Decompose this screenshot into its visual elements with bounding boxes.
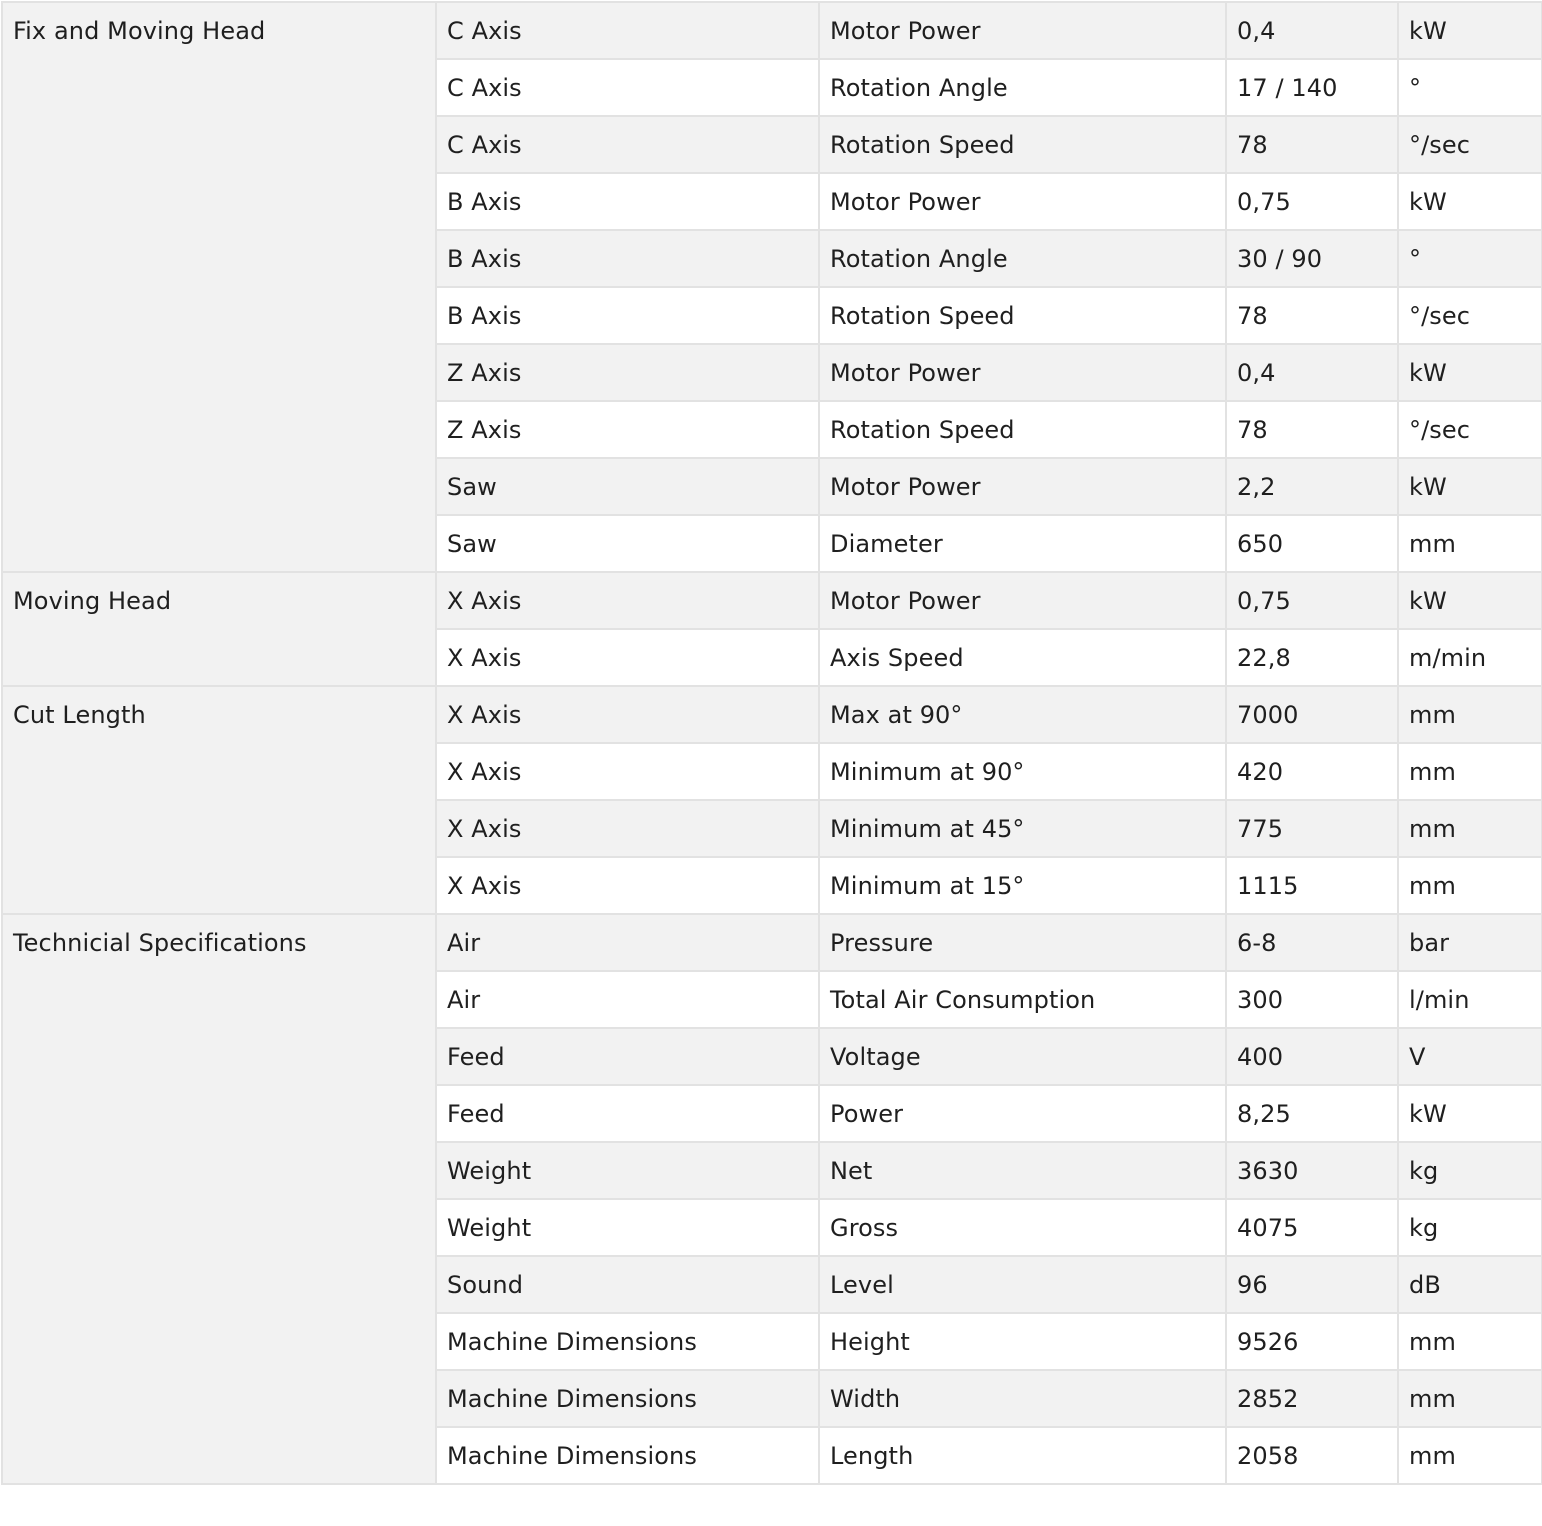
component-cell: Z Axis	[436, 401, 819, 458]
property-cell: Motor Power	[819, 344, 1226, 401]
group-label: Cut Length	[2, 686, 436, 914]
unit-cell: bar	[1398, 914, 1542, 971]
value-cell: 0,4	[1226, 344, 1398, 401]
value-cell: 2852	[1226, 1370, 1398, 1427]
unit-cell: °	[1398, 230, 1542, 287]
component-cell: X Axis	[436, 743, 819, 800]
value-cell: 17 / 140	[1226, 59, 1398, 116]
property-cell: Motor Power	[819, 2, 1226, 59]
property-cell: Motor Power	[819, 572, 1226, 629]
unit-cell: mm	[1398, 686, 1542, 743]
component-cell: Weight	[436, 1199, 819, 1256]
unit-cell: kW	[1398, 344, 1542, 401]
component-cell: B Axis	[436, 287, 819, 344]
unit-cell: mm	[1398, 743, 1542, 800]
value-cell: 7000	[1226, 686, 1398, 743]
property-cell: Rotation Speed	[819, 401, 1226, 458]
property-cell: Rotation Angle	[819, 230, 1226, 287]
unit-cell: kg	[1398, 1142, 1542, 1199]
unit-cell: °/sec	[1398, 287, 1542, 344]
table-row	[2, 572, 1542, 629]
component-cell: Weight	[436, 1142, 819, 1199]
value-cell: 78	[1226, 401, 1398, 458]
component-cell: Feed	[436, 1028, 819, 1085]
value-cell: 420	[1226, 743, 1398, 800]
value-cell: 78	[1226, 287, 1398, 344]
unit-cell: mm	[1398, 1370, 1542, 1427]
component-cell: Machine Dimensions	[436, 1370, 819, 1427]
component-cell: B Axis	[436, 230, 819, 287]
value-cell: 775	[1226, 800, 1398, 857]
unit-cell: kW	[1398, 2, 1542, 59]
component-cell: B Axis	[436, 173, 819, 230]
property-cell: Rotation Speed	[819, 116, 1226, 173]
component-cell: C Axis	[436, 116, 819, 173]
unit-cell: °/sec	[1398, 401, 1542, 458]
group-label: Technicial Specifications	[2, 914, 436, 1484]
unit-cell: mm	[1398, 800, 1542, 857]
unit-cell: mm	[1398, 1427, 1542, 1484]
component-cell: X Axis	[436, 686, 819, 743]
component-cell: Feed	[436, 1085, 819, 1142]
property-cell: Power	[819, 1085, 1226, 1142]
spec-table	[1, 1, 1542, 1485]
component-cell: X Axis	[436, 629, 819, 686]
component-cell: C Axis	[436, 2, 819, 59]
property-cell: Net	[819, 1142, 1226, 1199]
table-row	[2, 686, 1542, 743]
group-label: Moving Head	[2, 572, 436, 686]
property-cell: Motor Power	[819, 458, 1226, 515]
table-row	[2, 914, 1542, 971]
value-cell: 3630	[1226, 1142, 1398, 1199]
component-cell: Air	[436, 914, 819, 971]
unit-cell: l/min	[1398, 971, 1542, 1028]
component-cell: X Axis	[436, 572, 819, 629]
group-label: Fix and Moving Head	[2, 2, 436, 572]
value-cell: 22,8	[1226, 629, 1398, 686]
unit-cell: mm	[1398, 857, 1542, 914]
unit-cell: mm	[1398, 1313, 1542, 1370]
property-cell: Length	[819, 1427, 1226, 1484]
component-cell: Saw	[436, 458, 819, 515]
spec-table-body	[2, 2, 1542, 1484]
value-cell: 0,75	[1226, 173, 1398, 230]
component-cell: X Axis	[436, 800, 819, 857]
component-cell: Machine Dimensions	[436, 1427, 819, 1484]
property-cell: Rotation Speed	[819, 287, 1226, 344]
component-cell: X Axis	[436, 857, 819, 914]
property-cell: Minimum at 45°	[819, 800, 1226, 857]
unit-cell: m/min	[1398, 629, 1542, 686]
unit-cell: °/sec	[1398, 116, 1542, 173]
table-row	[2, 2, 1542, 59]
component-cell: Z Axis	[436, 344, 819, 401]
unit-cell: kg	[1398, 1199, 1542, 1256]
value-cell: 96	[1226, 1256, 1398, 1313]
unit-cell: °	[1398, 59, 1542, 116]
value-cell: 6-8	[1226, 914, 1398, 971]
property-cell: Gross	[819, 1199, 1226, 1256]
value-cell: 2,2	[1226, 458, 1398, 515]
property-cell: Rotation Angle	[819, 59, 1226, 116]
property-cell: Minimum at 15°	[819, 857, 1226, 914]
property-cell: Level	[819, 1256, 1226, 1313]
unit-cell: kW	[1398, 1085, 1542, 1142]
component-cell: Machine Dimensions	[436, 1313, 819, 1370]
property-cell: Voltage	[819, 1028, 1226, 1085]
component-cell: C Axis	[436, 59, 819, 116]
component-cell: Air	[436, 971, 819, 1028]
value-cell: 1115	[1226, 857, 1398, 914]
value-cell: 2058	[1226, 1427, 1398, 1484]
value-cell: 4075	[1226, 1199, 1398, 1256]
value-cell: 0,4	[1226, 2, 1398, 59]
property-cell: Total Air Consumption	[819, 971, 1226, 1028]
value-cell: 9526	[1226, 1313, 1398, 1370]
value-cell: 78	[1226, 116, 1398, 173]
unit-cell: dB	[1398, 1256, 1542, 1313]
value-cell: 300	[1226, 971, 1398, 1028]
component-cell: Sound	[436, 1256, 819, 1313]
value-cell: 650	[1226, 515, 1398, 572]
property-cell: Axis Speed	[819, 629, 1226, 686]
unit-cell: mm	[1398, 515, 1542, 572]
unit-cell: kW	[1398, 572, 1542, 629]
property-cell: Diameter	[819, 515, 1226, 572]
component-cell: Saw	[436, 515, 819, 572]
property-cell: Max at 90°	[819, 686, 1226, 743]
unit-cell: V	[1398, 1028, 1542, 1085]
value-cell: 8,25	[1226, 1085, 1398, 1142]
property-cell: Motor Power	[819, 173, 1226, 230]
value-cell: 400	[1226, 1028, 1398, 1085]
property-cell: Height	[819, 1313, 1226, 1370]
property-cell: Minimum at 90°	[819, 743, 1226, 800]
property-cell: Width	[819, 1370, 1226, 1427]
value-cell: 0,75	[1226, 572, 1398, 629]
property-cell: Pressure	[819, 914, 1226, 971]
value-cell: 30 / 90	[1226, 230, 1398, 287]
unit-cell: kW	[1398, 173, 1542, 230]
unit-cell: kW	[1398, 458, 1542, 515]
